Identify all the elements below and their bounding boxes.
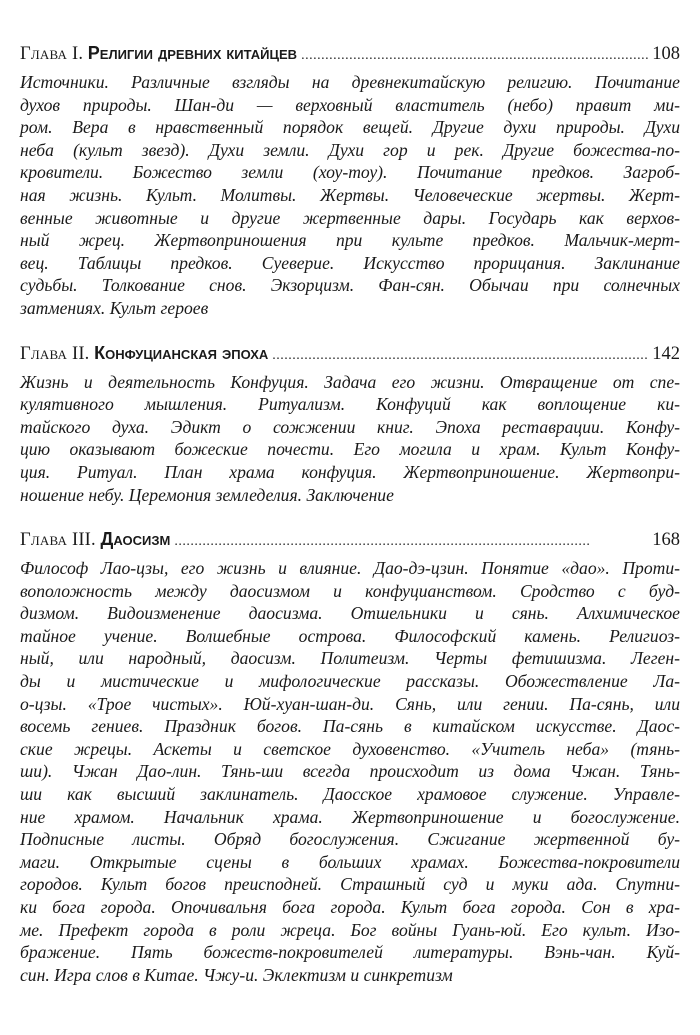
summary-line: тайского духа. Эдикт о сожжении книг. Эпоха реставрации. Конфу-	[20, 416, 680, 437]
summary-line: затмениях. Культ героев	[20, 297, 209, 318]
chapter-2	[20, 340, 680, 507]
chapter-page-number: 108	[652, 44, 680, 64]
summary-line: ме. Префект города в роли жреца. Бог войны Гуань-юй. Его культ. Изо-	[20, 919, 680, 940]
summary-line: кровители. Божество земли (хоу-тоу). Почитание предков. Загроб-	[20, 162, 680, 183]
chapter-summary	[20, 557, 680, 986]
chapter-title: Религии древних китайцев	[87, 43, 298, 63]
summary-line: ция. Ритуал. План храма конфуция. Жертвоприношение. Жертвопри-	[20, 461, 680, 482]
chapter-3	[20, 526, 680, 986]
summary-line: тайное учение. Волшебные острова. Философский камень. Религиоз-	[20, 625, 680, 646]
chapter-label: Глава III.	[20, 530, 96, 551]
summary-line: син. Игра слов в Китае. Чжу-и. Эклектизм и синкретизм	[20, 964, 453, 985]
summary-line: о-цзы. «Трое чистых». Юй-хуан-шан-ди. Сянь, или гении. Па-сянь, или	[20, 693, 680, 714]
summary-line: городов. Культ богов преисподней. Страшный суд и муки ада. Спутни-	[20, 874, 680, 895]
summary-line: воположность между даосизмом и конфуцианством. Сродство с буд-	[20, 580, 680, 601]
leader-dots	[301, 43, 648, 69]
summary-line: ки бога города. Опочивальня бога города. Культ бога города. Сон в хра-	[20, 897, 680, 917]
chapter-page-number: 142	[652, 343, 680, 364]
summary-line: ром. Вера в нравственный порядок вещей. Другие духи природы. Духи	[20, 117, 680, 138]
summary-line: ная жизнь. Культ. Молитвы. Жертвы. Человеческие жертвы. Жерт-	[20, 184, 680, 205]
summary-line: ношение небу. Церемония земледелия. Заключение	[20, 484, 394, 505]
summary-line: Философ Лао-цзы, его жизнь и влияние. Дао-дэ-цзин. Понятие «дао». Проти-	[20, 558, 680, 579]
summary-line: судьбы. Толкование снов. Экзорцизм. Фан-сян. Обычаи при солнечных	[20, 275, 680, 296]
summary-line: ды и мистические и мифологические рассказы. Обожествление Ла-	[20, 671, 680, 692]
chapter-title: Конфуцианская эпоха	[94, 342, 269, 363]
chapter-label: Глава II.	[20, 343, 90, 364]
summary-line: ный, или народный, даосизм. Политеизм. Черты фетишизма. Леген-	[20, 648, 680, 669]
summary-line: неба (культ звезд). Духи земли. Духи гор и рек. Другие божества-по-	[20, 139, 680, 160]
summary-line: ши как высший заклинатель. Даосское храмовое служение. Управле-	[20, 784, 680, 805]
chapter-1	[20, 40, 680, 320]
chapter-summary	[20, 371, 680, 507]
summary-line: восемь гениев. Праздник богов. Па-сянь в китайском искусстве. Даос-	[20, 716, 680, 737]
summary-line: Источники. Различные взгляды на древнекитайскую религию. Почитание	[20, 72, 680, 92]
chapter-heading	[20, 526, 680, 555]
summary-line: духов природы. Шан-ди — верховный властитель (небо) правит ми-	[20, 94, 680, 115]
summary-line: маги. Открытые сцены в больших храмах. Божества-покровители	[20, 851, 680, 872]
chapter-label: Глава I.	[20, 44, 84, 64]
chapter-summary	[20, 71, 680, 320]
table-of-contents-page	[20, 40, 680, 1006]
summary-line: бражение. Пять божеств-покровителей литературы. Вэнь-чан. Куй-	[20, 942, 680, 963]
summary-line: венные животные и другие жертвенные дары. Государь как верхов-	[20, 207, 680, 228]
summary-line: ши). Чжан Дао-лин. Тянь-ши всегда происходит из дома Чжан. Тянь-	[20, 761, 680, 782]
leader-dots	[174, 529, 648, 555]
summary-line: вец. Таблицы предков. Суеверие. Искусство прорицания. Заклинание	[20, 252, 680, 273]
chapter-title: Даосизм	[100, 529, 171, 550]
summary-line: ный жрец. Жертвоприношения при культе предков. Мальчик-мерт-	[20, 230, 680, 251]
chapter-heading	[20, 340, 680, 369]
chapter-heading	[20, 40, 680, 69]
summary-line: цию оказывают божеские почести. Его могила и храм. Культ Конфу-	[20, 439, 680, 460]
summary-line: дизмом. Видоизменение даосизма. Отшельники и сянь. Алхимическое	[20, 603, 680, 624]
summary-line: ские жрецы. Аскеты и светское духовенство. «Учитель неба» (тянь-	[20, 738, 680, 759]
leader-dots	[272, 343, 648, 369]
summary-line: ние храмом. Начальник храма. Жертвоприношение и богослужение.	[20, 806, 680, 827]
summary-line: Жизнь и деятельность Конфуция. Задача его жизни. Отвращение от спе-	[20, 371, 680, 392]
chapter-page-number: 168	[652, 530, 680, 551]
summary-line: Подписные листы. Обряд богослужения. Сжигание жертвенной бу-	[20, 829, 680, 850]
summary-line: кулятивного мышления. Ритуализм. Конфуций как воплощение ки-	[20, 394, 680, 415]
